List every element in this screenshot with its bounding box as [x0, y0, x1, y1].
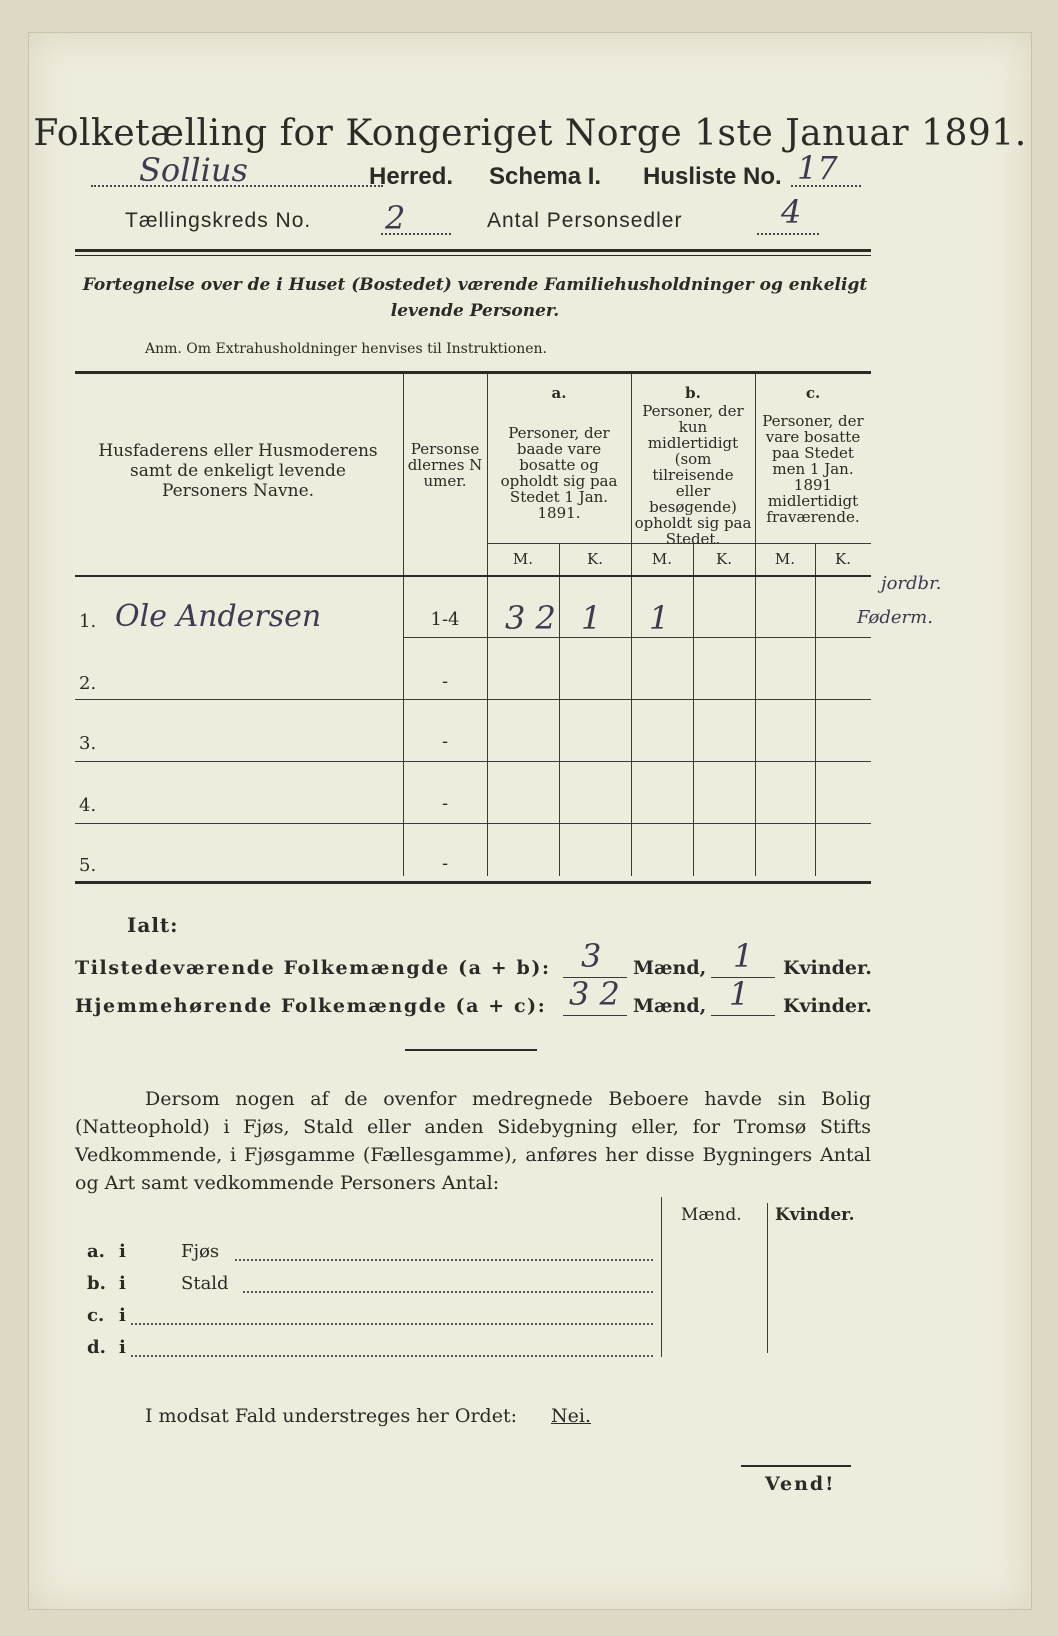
hjemme-maend: Mænd,: [633, 995, 707, 1017]
building-row-d-dots: [131, 1355, 653, 1357]
col-divider-a-mk: [559, 543, 560, 876]
row-2-number: 2.: [79, 673, 97, 694]
row-3-rule: [75, 761, 871, 762]
row-4-rule: [75, 823, 871, 824]
col-divider-c: [755, 374, 756, 876]
building-row-a-label: Fjøs: [181, 1241, 220, 1262]
buildings-col-kvinder: Kvinder.: [775, 1205, 855, 1225]
intro-heading-line2: levende Personer.: [390, 301, 560, 321]
husliste-number: 17: [797, 149, 838, 187]
row-2-numer: -: [441, 671, 449, 692]
modsat-text: I modsat Fald understreges her Ordet:: [145, 1405, 517, 1427]
hjemme-m: 3 2: [569, 975, 620, 1013]
buildings-paragraph: Dersom nogen af de ovenfor medregnede Beboere havde sin Bolig (Natteophold) i Fjøs, Stald eller anden Sidebygning eller, for Tromsø Stifts Vedkommende, i Fjøsgamme (Fællesgamme), anføres her disse Bygningers Antal og Art samt vedkommende Personers Antal:: [75, 1088, 871, 1194]
row-1-a-m: 3 2: [505, 599, 556, 637]
building-row-a-letter: a.: [87, 1241, 105, 1262]
tilstede-label: Tilstedeværende Folkemængde (a + b):: [75, 957, 551, 979]
building-row-b-label: Stald: [181, 1273, 229, 1294]
section-separator: [405, 1049, 537, 1051]
c-k-label: K.: [835, 550, 851, 568]
row-1-a-k: 1: [581, 599, 602, 637]
tilstede-maend: Mænd,: [633, 957, 707, 979]
personsedler-label: Antal Personsedler: [487, 209, 683, 232]
col-numer-header: Personsedlernes Numer.: [407, 440, 483, 490]
col-divider-b-mk: [693, 543, 694, 876]
col-name-header: Husfaderens eller Husmoderens samt de enkeligt levende Personers Navne.: [98, 441, 378, 501]
husliste-label: Husliste No.: [643, 163, 782, 190]
tilstede-kvinder: Kvinder.: [783, 957, 872, 979]
row-4-number: 4.: [79, 795, 97, 816]
herred-label: Herred.: [369, 163, 454, 190]
personsedler-dotted-line: [757, 233, 819, 235]
form-title: Folketælling for Kongeriget Norge 1ste Januar 1891.: [33, 113, 1027, 154]
row-1-b-m: 1: [649, 599, 670, 637]
b-k-label: K.: [716, 550, 732, 568]
margin-note-jordbr: jordbr.: [881, 573, 942, 594]
row-2-rule: [75, 699, 871, 700]
hjemme-k-line: [711, 1015, 775, 1016]
row-3-number: 3.: [79, 733, 97, 754]
col-c-letter: c.: [805, 384, 821, 402]
margin-note-foderm: Føderm.: [857, 607, 933, 628]
hjemme-kvinder: Kvinder.: [783, 995, 872, 1017]
modsat-word-nei: Nei.: [551, 1405, 591, 1427]
kreds-label: Tællingskreds No.: [125, 209, 312, 232]
buildings-col-divider-1: [661, 1197, 662, 1357]
hjemme-m-line: [563, 1015, 627, 1016]
hjemme-label: Hjemmehørende Folkemængde (a + c):: [75, 995, 547, 1017]
building-row-c-i: i: [119, 1305, 126, 1326]
row-1-rule: [403, 637, 871, 638]
table-bottom-rule: [75, 881, 871, 884]
building-row-d-letter: d.: [87, 1337, 106, 1358]
building-row-a-dots: [235, 1259, 653, 1261]
col-divider-c-mk: [815, 543, 816, 876]
kreds-number: 2: [385, 199, 406, 237]
col-c-header: Personer, der vare bosatte paa Stedet men 1 Jan. 1891 midlertidigt fraværende.: [762, 412, 864, 526]
building-row-b-i: i: [119, 1273, 126, 1294]
row-1-name: Ole Andersen: [115, 599, 322, 634]
row-4-numer: -: [441, 793, 449, 814]
col-divider-b: [631, 374, 632, 876]
hjemme-k: 1: [729, 975, 750, 1013]
a-k-label: K.: [587, 550, 603, 568]
c-m-label: M.: [774, 550, 796, 568]
table-header-rule: [75, 575, 871, 577]
vend-label: Vend!: [765, 1473, 836, 1495]
buildings-col-maend: Mænd.: [681, 1205, 742, 1225]
a-m-label: M.: [512, 550, 534, 568]
building-row-d-i: i: [119, 1337, 126, 1358]
building-row-b-letter: b.: [87, 1273, 106, 1294]
col-b-header: Personer, der kun midlertidigt (som tilreisende eller besøgende) opholdt sig paa Stedet.: [634, 402, 752, 548]
vend-rule: [741, 1465, 851, 1467]
header-rule-thick: [75, 249, 871, 252]
row-5-number: 5.: [79, 855, 97, 876]
col-divider-a: [487, 374, 488, 876]
row-5-numer: -: [441, 853, 449, 874]
row-3-numer: -: [441, 731, 449, 752]
anm-note: Anm. Om Extrahusholdninger henvises til Instruktionen.: [145, 341, 547, 357]
b-m-label: M.: [651, 550, 673, 568]
personsedler-number: 4: [781, 193, 802, 231]
col-b-letter: b.: [685, 384, 701, 402]
header-rule-thin: [75, 255, 871, 256]
schema-label: Schema I.: [489, 163, 602, 190]
tilstede-m: 3: [581, 937, 602, 975]
building-row-c-dots: [131, 1323, 653, 1325]
census-form-sheet: [28, 32, 1032, 1610]
intro-heading-line1: Fortegnelse over de i Huset (Bostedet) værende Familiehusholdninger og enkeligt: [82, 275, 868, 295]
table-top-rule: [75, 371, 871, 374]
col-a-letter: a.: [551, 384, 567, 402]
ialt-label: Ialt:: [127, 913, 179, 937]
col-divider-numer: [403, 374, 404, 876]
herred-name: Sollius: [139, 151, 248, 189]
building-row-b-dots: [243, 1291, 653, 1293]
col-a-header: Personer, der baade vare bosatte og opholdt sig paa Stedet 1 Jan. 1891.: [500, 424, 618, 522]
row-1-numer: 1-4: [430, 609, 460, 630]
tilstede-k: 1: [733, 937, 754, 975]
building-row-c-letter: c.: [87, 1305, 105, 1326]
row-1-number: 1.: [79, 611, 97, 632]
building-row-a-i: i: [119, 1241, 126, 1262]
buildings-col-divider-2: [767, 1203, 768, 1353]
